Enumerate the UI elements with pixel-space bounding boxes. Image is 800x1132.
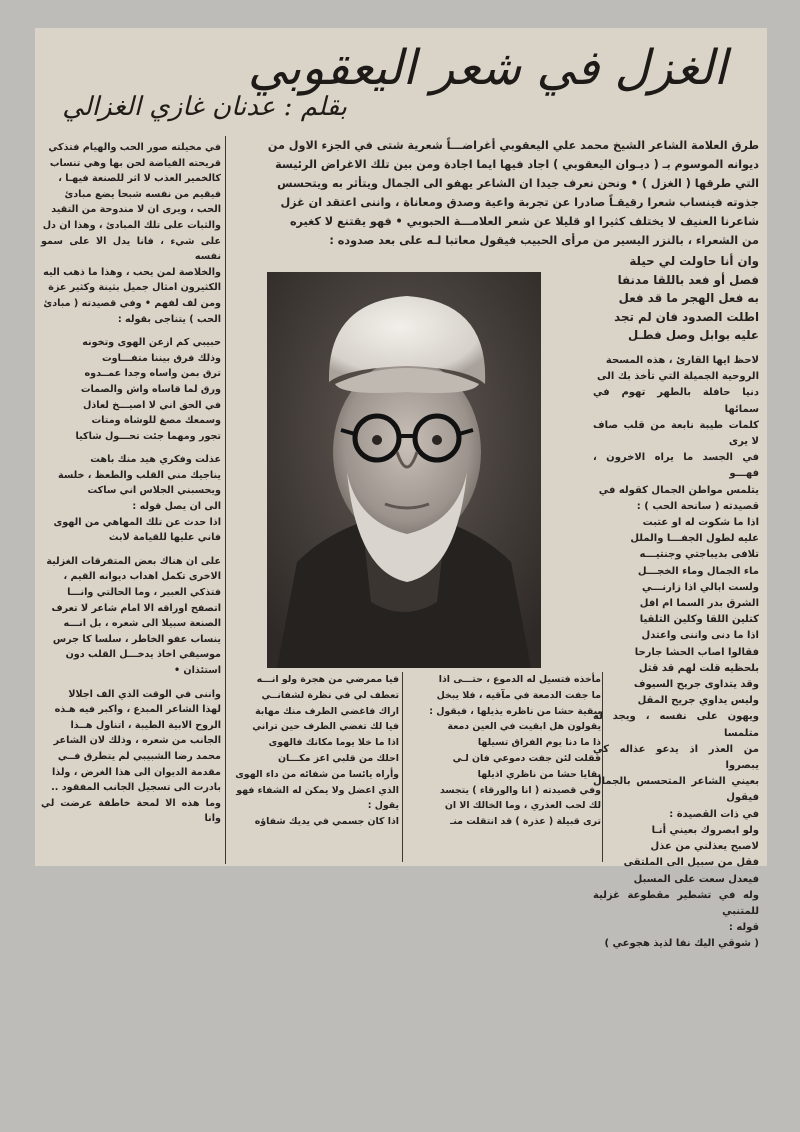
text-line: مقدمة الديوان الى هذا الغرض ، ولذا: [51, 766, 221, 778]
verse-line: لاصبح يعذلني من عذل: [650, 841, 759, 853]
text-line: فتذكي العبير ، وما الحالتي وانـــا: [67, 587, 221, 599]
intro-paragraph: [227, 136, 759, 250]
text-line: لاحظ ايها القارئ ، هذه المسحة: [605, 355, 759, 366]
spacer: [41, 679, 221, 687]
verse-line: به فعل الهجر ما قد فعل: [618, 291, 759, 305]
text-line: ينساب عفو الخاطر ، سلسا كا جرس: [52, 633, 221, 645]
text-line: كالخمير العذب لا اثر للصنعة فيهـا ،: [58, 173, 221, 185]
verse-line: ولو ابصروك بعيني أنـا: [651, 824, 759, 836]
text-line: في مخيلته صور الحب والهيام فتذكي: [48, 142, 221, 153]
text-line: الروحية الجميلة التي تأخذ بك الى: [597, 371, 759, 383]
verse-line: فيا ممرضي من هجرة ولو انـــه: [256, 674, 399, 685]
text-line: بعيني الشاعر المتحسس بالجمال فيقول: [593, 776, 759, 804]
verse-line: احلك من قلبي اعز مكـــان: [278, 752, 399, 764]
text-line: الجانب من شعره ، وذلك لان الشاعر: [53, 735, 221, 747]
text-line: واننى في الوقت الذي الف اجلالا: [68, 688, 221, 700]
text-line: في ذات القصيدة :: [669, 808, 759, 820]
spacer: [41, 546, 221, 554]
text-line: يتلمس مواطن الجمال كقوله في: [598, 484, 759, 496]
verse-line: ترق بمن واساه وجدا عمــدوه: [84, 368, 221, 380]
verse-line: اذا ما شكوت له او عتبت: [642, 517, 759, 529]
verse-line: فصل أو فعد باللقا مدنفا: [617, 272, 759, 287]
verse-line: عذلت وفكري هيد منك باهت: [90, 454, 221, 466]
verse-line: فيعدل سعت على المسبل: [633, 873, 759, 885]
text-line: ما جفت الدمعة في مآقيه ، فلا يبخل: [436, 689, 601, 701]
text-line: ترى قبيلة ( عذرة ) قد انتقلت منـ: [450, 816, 601, 828]
text-line: على ان هناك بعض المتفرقات الغزلية: [46, 555, 221, 567]
verse-line: فاني عليها للقيامة لابث: [108, 532, 221, 544]
text-line: بادرت الى تسجيل الجانب المفقود ..: [51, 782, 221, 794]
verse-block: [579, 250, 759, 345]
verse-line: ورق لما قاساه واش والصمات: [80, 383, 221, 395]
text-line: وأراه يائسا من شفائه من داء الهوى: [235, 768, 399, 780]
verse-line: ذا ما دنا يوم الفراق تسيلها: [477, 737, 601, 749]
verse-line: وقد يتداوى جريح السيوف: [633, 679, 759, 691]
verse-line: تعطف لي في نظرة لشفانــي: [261, 689, 399, 701]
text-line: الاخرى تكمل اهداب ديوانه القيم ،: [63, 571, 221, 583]
text-line: مأخذه فتسيل له الدموع ، حتـــى اذا: [438, 674, 601, 685]
right-narrow-column: [593, 353, 759, 953]
poet-portrait-photo: [267, 272, 541, 668]
text-line: ديوانه الموسوم بـ ( ديـوان اليعقوبي ) اجاد فيها ايما اجادة ومن بين تلك الاغراض الرئيسة: [275, 158, 759, 171]
verse-line: اذا ما دنى واننى واعتدل: [641, 630, 759, 642]
text-line: طرق العلامة الشاعر الشيخ محمد علي اليعقوبي أغراضـــاً شعرية شتى في الجزء الاول من: [267, 139, 759, 152]
text-line: وفي قصيدته ( انا والورقاء ) يتجسد: [439, 784, 601, 796]
text-line: دنيا حافلة بالطهر تهوم في سمائها: [593, 387, 759, 415]
text-line: من الشعراء ، بالنزر اليسير من مرأى الحبيب فيقول معاتبا لـه على بعد صدوده :: [329, 234, 759, 247]
verse-line: فقلت لئن جفت دموعي فان لـي: [452, 752, 601, 764]
verse-line: اذا ما خلا يوما مكانك فالهوى: [268, 737, 399, 749]
text-line: لهذا الشاعر المبدع ، واكبر فيه هـذه: [54, 704, 221, 716]
text-line: والخلاصة لمن يحب ، وهذا ما ذهب اليه: [43, 266, 221, 278]
text-line: الروح الابية الطيبة ، اتناول هــذا: [70, 719, 221, 731]
text-line: قصيدته ( سانحة الحب ) :: [636, 500, 759, 512]
text-line: ببقية حشا من ناظره يذيلها ، فيقول :: [429, 705, 601, 717]
text-line: كلمات طيبة نابعة من قلب صاف لا يرى: [593, 419, 759, 448]
text-line: يقول :: [367, 800, 399, 812]
middle-lower-column-a: [405, 672, 601, 830]
spacer: [41, 444, 221, 452]
verse-line: عليه بوابل وصل فطـل: [627, 328, 759, 342]
text-line: وله في تشطير مقطوعة غزلية للمتنبي: [593, 889, 759, 917]
text-line: قوله :: [728, 922, 759, 934]
verse-line: ولست ابالي اذا زارنـــي: [641, 581, 759, 593]
text-line: الصنعة سبيلا الى شعره ، بل انـــه: [63, 618, 221, 630]
newspaper-clipping: [35, 28, 767, 950]
verse-line: فقالوا اصاب الحشا جارحا: [634, 646, 759, 658]
text-line: من العذر اذ يدعو عذاله كي يبصروا: [593, 743, 759, 772]
text-line: التي طرقها ( الغزل ) • ونحن نعرف جيدا ان الشاعر يهفو الى الجمال ويتأثر به ويتحسس: [277, 177, 759, 190]
verse-line: اذا حدث عن تلك المهاهي من الهوى: [53, 516, 221, 528]
verse-line: وسمعك مصغ للوشاة ومتات: [91, 415, 221, 427]
verse-line: اذا كان جسمي في يديك شفاؤه: [254, 816, 399, 828]
text-line: شاعرنا العنيف لا يختلف كثيرا او قليلا عن شعر العلامـــة الحبوبي • فهو يقتنع لا كغيره: [289, 215, 759, 228]
text-line: موسيقي اخاذ يدخـــل القلب دون: [65, 649, 221, 661]
text-line: على شيء ، فانا يدل الا على سمو نفسه: [41, 235, 221, 263]
text-line: الحب ) يتناجى بقوله :: [117, 313, 221, 325]
verse-line: ( شوقي اليك نفا لذيذ هجوعي ): [604, 938, 759, 950]
verse-line: حبيبي كم ازعن الهوى وتخونه: [82, 337, 221, 349]
article-byline: بقلم : عدنان غازي الغزالي: [62, 92, 347, 122]
text-line: الكثيرون امثال جميل بثينة وكثير عزة: [48, 282, 221, 294]
verse-line: وان أنا حاولت لي حيلة: [629, 254, 759, 268]
text-line: لك لحب العذري ، وما الخالك الا ان: [444, 800, 601, 812]
text-line: الى ان يصل قوله :: [132, 501, 221, 513]
text-line: محمد رضا الشبيبي لم يتطرق فــي: [57, 750, 221, 762]
verse-line: عليه لطول الجفـــا والملل: [630, 533, 759, 545]
verse-line: يناجيك مني القلب والطعظ ، خلسة: [58, 469, 221, 481]
spacer: [41, 327, 221, 335]
verse-line: بقايا حشا من ناظري اذيلها: [477, 768, 601, 780]
left-column: [41, 140, 221, 827]
verse-line: اطلت الصدود فان لم تجد: [614, 309, 759, 324]
middle-lower-column-b: [215, 672, 399, 830]
verse-line: وذلك فرق بيننا متفـــاوت: [101, 352, 221, 364]
text-line: الحب ، ويرى ان لا مندوحة من التقيد: [51, 204, 221, 216]
text-line: فيقيم من نفسه شبحا يضع مبادئ: [64, 188, 221, 200]
text-line: ويهون على نفسه ، ويجد له متلمسا: [593, 711, 759, 739]
verse-line: ماء الجمال وماء الخجـــل: [637, 565, 759, 577]
verse-line: وليس يداوي جريح المقل: [637, 695, 759, 707]
text-line: الذي اعضل ولا يمكن له الشفاء فهو: [236, 784, 399, 796]
text-line: جذوته فينساب شعرا رقيقـاً صادرا عن تجربة واعية وصدق ومعاناة ، واننى اعتقد ان غزل: [280, 196, 759, 209]
right-column: [227, 136, 759, 250]
article-headline: الغزل في شعر اليعقوبي: [247, 40, 727, 96]
verse-line: فقل من سبيل الى الملتقى: [623, 857, 759, 869]
verse-line: فيا لك تغضي الطرف حين تراني: [252, 721, 399, 733]
text-line: والثبات على تلك المبادئ ، وهذا ان دل: [42, 219, 221, 231]
verse-line: بلحظيه قلت لهم قد قتل: [638, 662, 759, 674]
verse-line: الشرق بدر السما ام افل: [639, 598, 759, 610]
text-line: ومن لف لفهم • وفي قصيدته ( مبادئ: [43, 297, 221, 309]
verse-line: تلافى بديباجتي وجنتيـــه: [639, 549, 759, 561]
text-line: اتصفح اوراقه الا امام شاعر لا تعرف: [51, 602, 221, 614]
text-line: قريحته الفياضة لحن بها وهي تنساب: [49, 157, 221, 169]
verse-line: كتلين اللقا وكلين التلقيا: [639, 614, 759, 626]
text-line: وما هذه الا لمحة خاطفة عرضت لي وانا: [41, 797, 221, 825]
verse-line: تجور ومهما جئت تحـــول شاكيا: [75, 430, 221, 442]
verse-line: ويحسبني الجلاس اني ساكت: [87, 485, 221, 497]
text-line: استئذان •: [173, 665, 221, 676]
column-divider: [402, 672, 403, 862]
verse-line: يقولون هل ابقيت في العين دمعة: [447, 721, 601, 733]
text-line: في الجسد ما يراه الاخرون ، فهـــو: [593, 452, 759, 480]
verse-line: في الحق اني لا اصيـــخ لعاذل: [83, 399, 221, 411]
verse-line: اراك فاغضي الطرف منك مهابة: [255, 705, 399, 717]
